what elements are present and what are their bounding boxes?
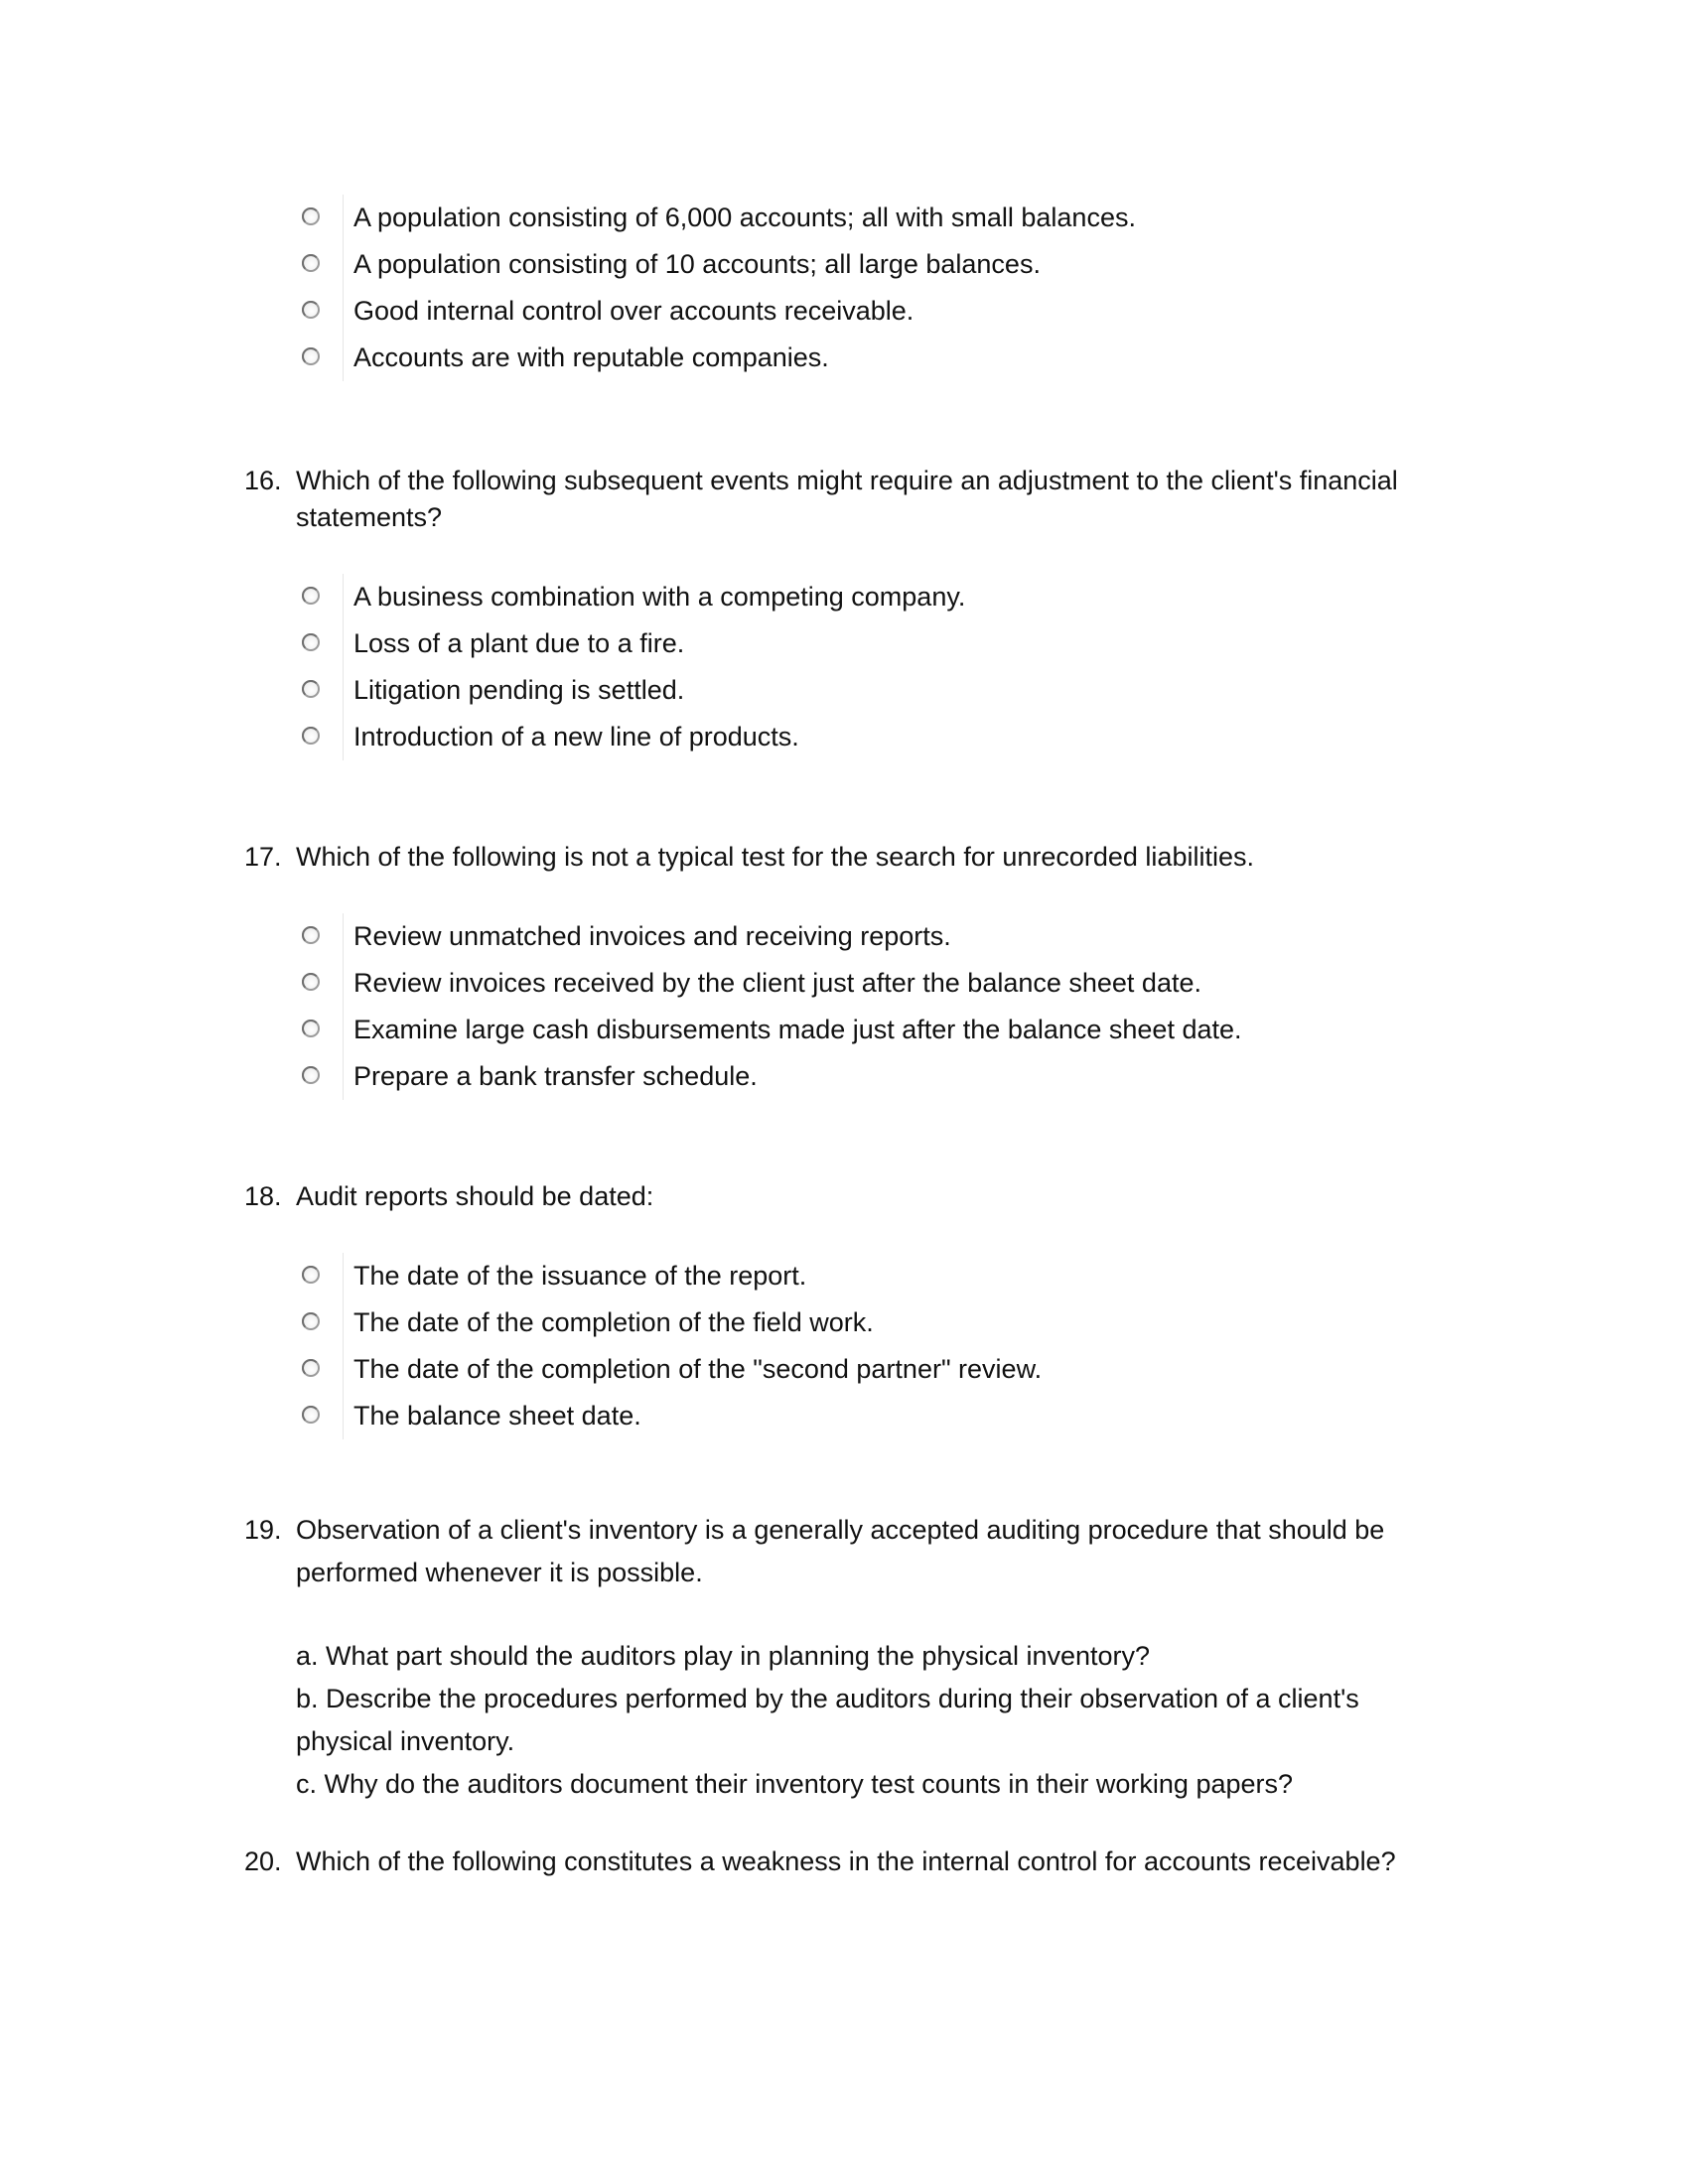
radio-button[interactable] — [302, 587, 320, 605]
question-text: Audit reports should be dated: — [296, 1181, 654, 1211]
answer-option[interactable] — [296, 620, 1388, 667]
radio-button[interactable] — [302, 973, 320, 991]
option-label: A population consisting of 10 accounts; all large balances. — [353, 249, 1041, 279]
option-label: Accounts are with reputable companies. — [353, 342, 829, 372]
answer-option[interactable] — [296, 241, 1388, 288]
question-text: Which of the following is not a typical test for the search for unrecorded liabilities. — [296, 842, 1254, 872]
sub-question-b: b. Describe the procedures performed by the auditors during their observation of a client's physical inventory. — [296, 1684, 1359, 1756]
question-19 — [244, 1509, 1466, 1594]
option-label: Prepare a bank transfer schedule. — [353, 1061, 758, 1091]
radio-button[interactable] — [302, 254, 320, 272]
answer-option[interactable] — [296, 667, 1388, 714]
radio-button[interactable] — [302, 926, 320, 944]
question-17 — [244, 839, 1466, 876]
radio-button[interactable] — [302, 633, 320, 651]
question-17-options — [296, 913, 1388, 1100]
question-15-options — [296, 195, 1388, 381]
question-text: Which of the following subsequent events might require an adjustment to the client's financial statements? — [296, 466, 1398, 532]
option-label: Examine large cash disbursements made just after the balance sheet date. — [353, 1015, 1242, 1044]
radio-button[interactable] — [302, 207, 320, 225]
option-label: Review invoices received by the client just after the balance sheet date. — [353, 968, 1201, 998]
answer-option[interactable] — [296, 335, 1388, 381]
question-number: 17. — [244, 842, 282, 872]
answer-option[interactable] — [296, 913, 1388, 960]
option-label: Good internal control over accounts receivable. — [353, 296, 914, 326]
answer-option[interactable] — [296, 1346, 1388, 1393]
question-16-options — [296, 574, 1388, 760]
answer-option[interactable] — [296, 1299, 1388, 1346]
option-label: The balance sheet date. — [353, 1401, 641, 1431]
option-label: Loss of a plant due to a fire. — [353, 628, 685, 658]
option-label: The date of the completion of the "second partner" review. — [353, 1354, 1043, 1384]
sub-question-a: a. What part should the auditors play in planning the physical inventory? — [296, 1641, 1151, 1671]
question-16 — [244, 463, 1466, 536]
question-18 — [244, 1178, 1466, 1215]
question-number: 20. — [244, 1846, 282, 1876]
question-number: 16. — [244, 466, 282, 495]
radio-button[interactable] — [302, 680, 320, 698]
option-label: Litigation pending is settled. — [353, 675, 685, 705]
radio-button[interactable] — [302, 727, 320, 745]
radio-button[interactable] — [302, 1066, 320, 1084]
option-label: Review unmatched invoices and receiving reports. — [353, 921, 951, 951]
answer-option[interactable] — [296, 1007, 1388, 1053]
answer-option[interactable] — [296, 1393, 1388, 1439]
radio-button[interactable] — [302, 347, 320, 365]
option-label: A population consisting of 6,000 accounts; all with small balances. — [353, 203, 1136, 232]
radio-button[interactable] — [302, 1312, 320, 1330]
radio-button[interactable] — [302, 1359, 320, 1377]
radio-button[interactable] — [302, 1406, 320, 1424]
question-number: 18. — [244, 1181, 282, 1211]
radio-button[interactable] — [302, 301, 320, 319]
sub-question-c: c. Why do the auditors document their inventory test counts in their working papers? — [296, 1769, 1294, 1799]
answer-option[interactable] — [296, 960, 1388, 1007]
radio-button[interactable] — [302, 1266, 320, 1284]
question-number: 19. — [244, 1515, 282, 1545]
answer-option[interactable] — [296, 714, 1388, 760]
option-label: A business combination with a competing company. — [353, 582, 966, 612]
question-19-parts — [296, 1635, 1438, 1806]
answer-option[interactable] — [296, 1253, 1388, 1299]
option-label: The date of the completion of the field work. — [353, 1307, 874, 1337]
answer-option[interactable] — [296, 195, 1388, 241]
question-text: Observation of a client's inventory is a generally accepted auditing procedure that should be performed whenever it is possible. — [296, 1515, 1385, 1587]
answer-option[interactable] — [296, 574, 1388, 620]
radio-button[interactable] — [302, 1020, 320, 1037]
question-18-options — [296, 1253, 1388, 1439]
question-20 — [244, 1843, 1466, 1880]
question-text: Which of the following constitutes a weakness in the internal control for accounts receivable? — [296, 1846, 1396, 1876]
answer-option[interactable] — [296, 288, 1388, 335]
answer-option[interactable] — [296, 1053, 1388, 1100]
option-label: The date of the issuance of the report. — [353, 1261, 807, 1291]
option-label: Introduction of a new line of products. — [353, 722, 799, 751]
